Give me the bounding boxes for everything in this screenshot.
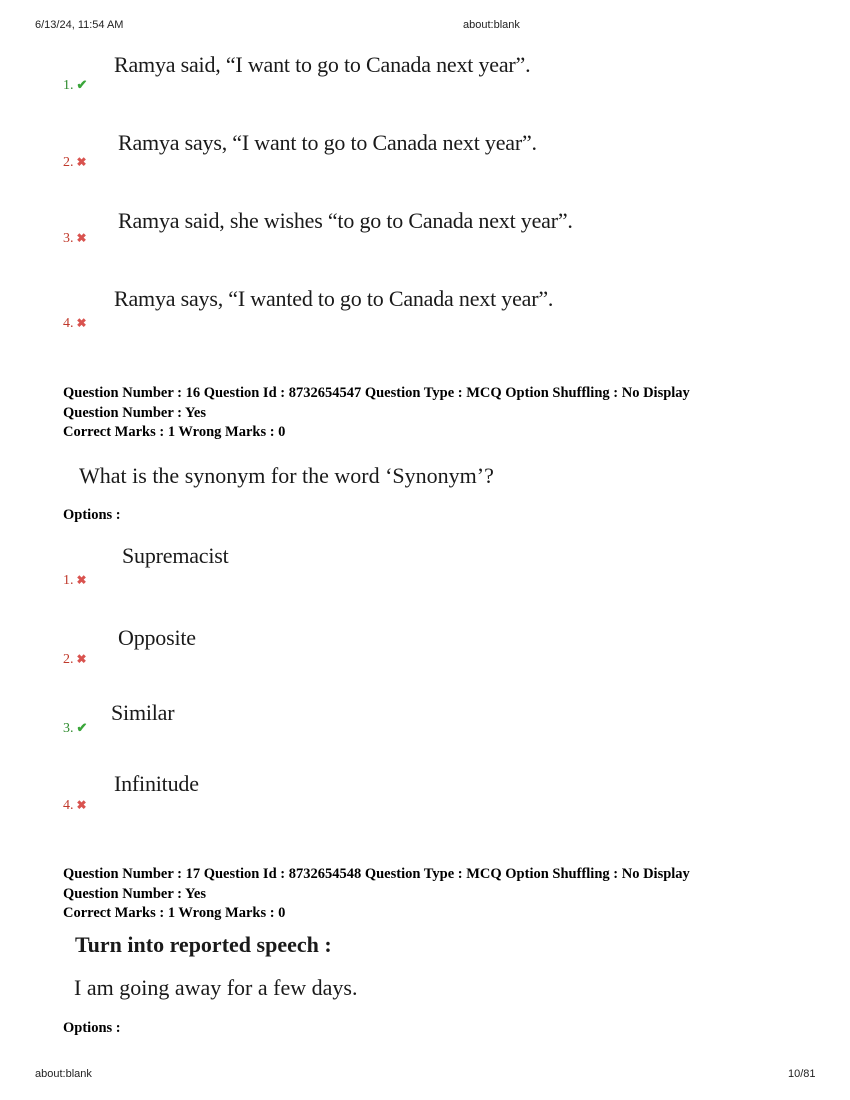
q17-meta-line-2: Question Number : Yes: [63, 885, 206, 902]
print-title: about:blank: [463, 19, 520, 31]
cross-icon: ✖: [76, 231, 87, 245]
q15-option-2-text: Ramya says, “I want to go to Canada next year”.: [118, 130, 537, 155]
q17-meta: [63, 865, 690, 924]
q16-meta-line-3: Correct Marks : 1 Wrong Marks : 0: [63, 424, 286, 440]
q17-meta-line-3: Correct Marks : 1 Wrong Marks : 0: [63, 905, 286, 921]
footer-url: about:blank: [35, 1068, 92, 1080]
q16-option-4-text: Infinitude: [114, 771, 199, 796]
q16-option-2-text: Opposite: [118, 625, 196, 650]
q16-meta-line-2: Question Number : Yes: [63, 404, 206, 421]
q16-option-1-number: 1. ✖: [63, 573, 87, 588]
q16-option-4-number: 4. ✖: [63, 798, 87, 813]
check-icon: ✔: [76, 77, 88, 92]
q16-meta-line-1: Question Number : 16 Question Id : 8732654547 Question Type : MCQ Option Shuffling : No Display: [63, 385, 690, 401]
cross-icon: ✖: [76, 155, 87, 169]
q15-option-4-text: Ramya says, “I wanted to go to Canada next year”.: [114, 286, 554, 311]
cross-icon: ✖: [76, 798, 87, 812]
q15-option-1-text: Ramya said, “I want to go to Canada next year”.: [114, 52, 531, 77]
q17-meta-line-1: Question Number : 17 Question Id : 8732654548 Question Type : MCQ Option Shuffling : No Display: [63, 866, 690, 882]
q17-sentence: I am going away for a few days.: [74, 975, 358, 1000]
cross-icon: ✖: [76, 316, 87, 330]
check-icon: ✔: [76, 720, 88, 735]
cross-icon: ✖: [76, 573, 87, 587]
q16-option-3-number: 3. ✔: [63, 720, 88, 736]
q15-option-3-number: 3. ✖: [63, 231, 87, 246]
q16-option-1-text: Supremacist: [122, 543, 229, 568]
q16-meta: [63, 384, 690, 443]
q15-option-2-number: 2. ✖: [63, 155, 87, 170]
q15-option-1-number: 1. ✔: [63, 77, 88, 93]
q16-option-2-number: 2. ✖: [63, 652, 87, 667]
print-datetime: 6/13/24, 11:54 AM: [35, 19, 124, 31]
footer-page-number: 10/81: [788, 1068, 816, 1080]
q15-option-4-number: 4. ✖: [63, 316, 87, 331]
q17-instruction: Turn into reported speech :: [75, 932, 332, 957]
q16-question-text: What is the synonym for the word ‘Synonym’?: [79, 463, 494, 488]
q16-options-label: Options :: [63, 507, 121, 523]
cross-icon: ✖: [76, 652, 87, 666]
q15-option-3-text: Ramya said, she wishes “to go to Canada next year”.: [118, 208, 573, 233]
q17-options-label: Options :: [63, 1020, 121, 1036]
q16-option-3-text: Similar: [111, 700, 175, 725]
